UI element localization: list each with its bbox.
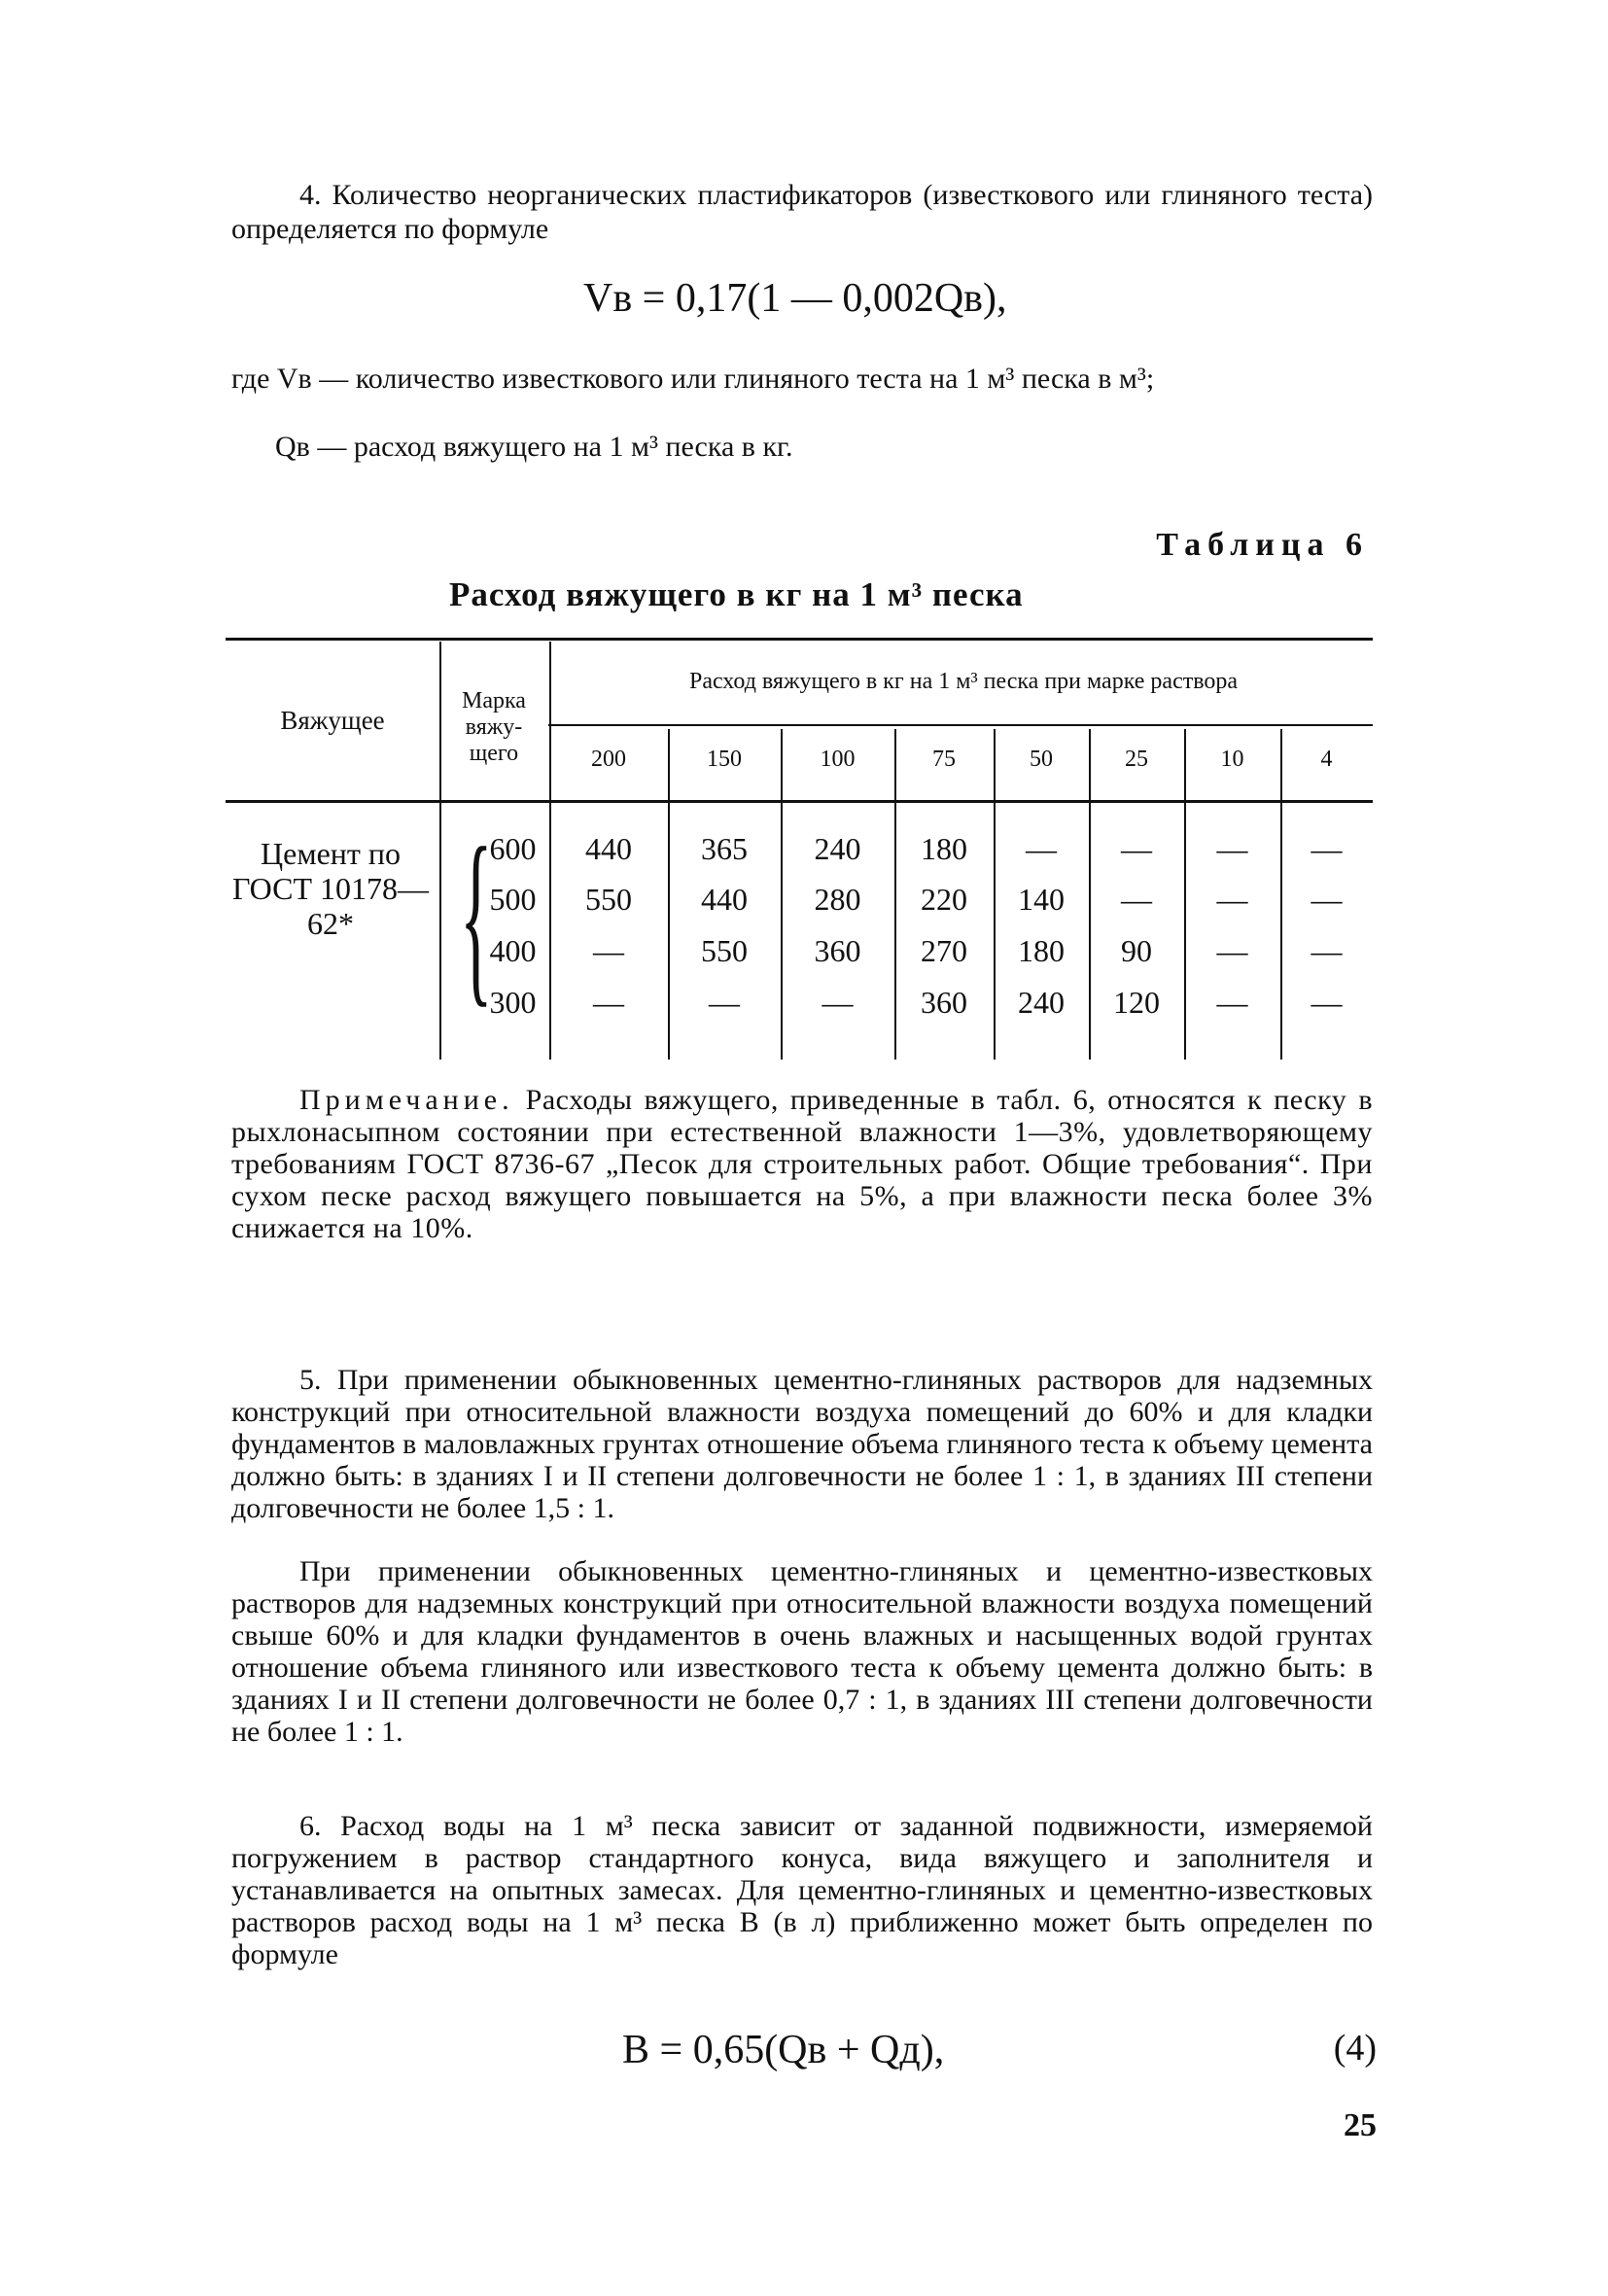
table-cell: 550 <box>585 882 632 917</box>
table-cell: 120 <box>1113 985 1160 1020</box>
row-grade: 600 <box>489 831 537 866</box>
table-cell: — <box>1216 985 1248 1020</box>
grade-col-200: 200 <box>591 747 626 772</box>
grade-col-50: 50 <box>1030 747 1053 772</box>
grade-col-4: 4 <box>1320 747 1333 772</box>
table-cell: — <box>1311 933 1343 968</box>
brace-symbol: { <box>460 809 493 1024</box>
table-cell: — <box>1121 831 1152 866</box>
table-cell: — <box>1311 831 1343 866</box>
header-grade: Марка вяжу- щего <box>462 688 526 766</box>
table-top-rule <box>226 638 1373 641</box>
binder-name: Цемент по ГОСТ 10178—62* <box>231 836 430 941</box>
table-cell: 440 <box>701 882 748 917</box>
paragraph-4: 4. Количество неорганических пластификаторов (известкового или глиняного теста) определяется по формуле <box>231 179 1373 245</box>
table-cell: — <box>593 933 624 968</box>
table-cell: — <box>1121 882 1152 917</box>
table-header-rule <box>226 800 1373 803</box>
table-cell: — <box>709 985 740 1020</box>
note-text: Расходы вяжущего, приведенные в табл. 6, относятся к песку в рыхлонасыпном состоянии при естественной влажности 1—3%, удовлетворяющему требованиям ГОСТ 8736-67 „Песок для строительных работ. Общие требования“. При сухом песке расход вяжущего повышается на 5%, а при влажности песка более 3% снижается на 10%. <box>231 1084 1373 1244</box>
table-cell: — <box>1311 985 1343 1020</box>
paragraph-5b: При применении обыкновенных цементно-глиняных и цементно-известковых растворов для надземных конструкций при относительной влажности воздуха помещений свыше 60% и для кладки фундаментов в очень влажных и насыщенных водой грунтах отношение объема глиняного или известкового теста к объему цемента должно быть: в зданиях I и II степени долговечности не более 0,7 : 1, в зданиях III степени долговечности не более 1 : 1. <box>231 1555 1373 1748</box>
table-cell: — <box>1026 831 1057 866</box>
table-cell: 550 <box>701 933 748 968</box>
table-title: Расход вяжущего в кг на 1 м³ песка <box>449 575 1024 613</box>
table-cell: — <box>593 985 624 1020</box>
table-number: Таблица 6 <box>1156 527 1369 563</box>
table-cell: 180 <box>1018 933 1065 968</box>
table-vline <box>439 642 441 1060</box>
formula-4-number: (4) <box>1333 2028 1377 2069</box>
header-consumption: Расход вяжущего в кг на 1 м³ песка при марке раствора <box>688 669 1239 694</box>
row-grade: 400 <box>489 933 537 968</box>
grade-col-75: 75 <box>932 747 956 772</box>
table-cell: 360 <box>921 985 967 1020</box>
row-grade: 300 <box>489 985 537 1020</box>
table-cell: 440 <box>585 831 632 866</box>
table-cell: — <box>1216 882 1248 917</box>
table-cell: 360 <box>814 933 861 968</box>
table-subheader-rule <box>548 724 1373 726</box>
table-cell: 365 <box>701 831 748 866</box>
table-cell: 240 <box>814 831 861 866</box>
grade-col-150: 150 <box>707 747 742 772</box>
table-cell: — <box>1216 933 1248 968</box>
table-cell: 180 <box>921 831 967 866</box>
paragraph-6: 6. Расход воды на 1 м³ песка зависит от заданной подвижности, измеряемой погружением в раствор стандартного конуса, вида вяжущего и заполнителя и устанавливается на опытных замесах. Для цементно-глиняных и цементно-известковых растворов расход воды на 1 м³ песка В (в л) приближенно может быть определен по формуле <box>231 1810 1373 1970</box>
row-grade: 500 <box>489 882 537 917</box>
table-cell: — <box>1216 831 1248 866</box>
table-cell: 280 <box>814 882 861 917</box>
table-cell: 140 <box>1018 882 1065 917</box>
table-cell: 220 <box>921 882 967 917</box>
table-cell: 270 <box>921 933 967 968</box>
formula-vv: Vв = 0,17(1 — 0,002Qв), <box>583 276 1007 321</box>
note-label: Примечание. <box>299 1084 514 1116</box>
where-vv: где Vв — количество известкового или глиняного теста на 1 м³ песка в м³; <box>231 363 1155 395</box>
table-cell: 90 <box>1121 933 1152 968</box>
table-cell: 240 <box>1018 985 1065 1020</box>
header-binder: Вяжущее <box>280 706 385 735</box>
note-paragraph <box>231 1084 1373 1244</box>
where-qv: Qв — расход вяжущего на 1 м³ песка в кг. <box>275 431 793 463</box>
grade-col-100: 100 <box>820 747 856 772</box>
grade-col-25: 25 <box>1125 747 1148 772</box>
grade-col-10: 10 <box>1220 747 1244 772</box>
table-cell: — <box>1311 882 1343 917</box>
paragraph-5: 5. При применении обыкновенных цементно-глиняных растворов для надземных конструкций при относительной влажности воздуха помещений до 60% и для кладки фундаментов в маловлажных грунтах отношение объема глиняного теста к объему цемента должно быть: в зданиях I и II степени долговечности не более 1 : 1, в зданиях III степени долговечности не более 1,5 : 1. <box>231 1364 1373 1524</box>
page-number: 25 <box>1344 2107 1377 2143</box>
formula-4: В = 0,65(Qв + Qд), <box>622 2028 945 2072</box>
table-cell: — <box>821 985 854 1020</box>
